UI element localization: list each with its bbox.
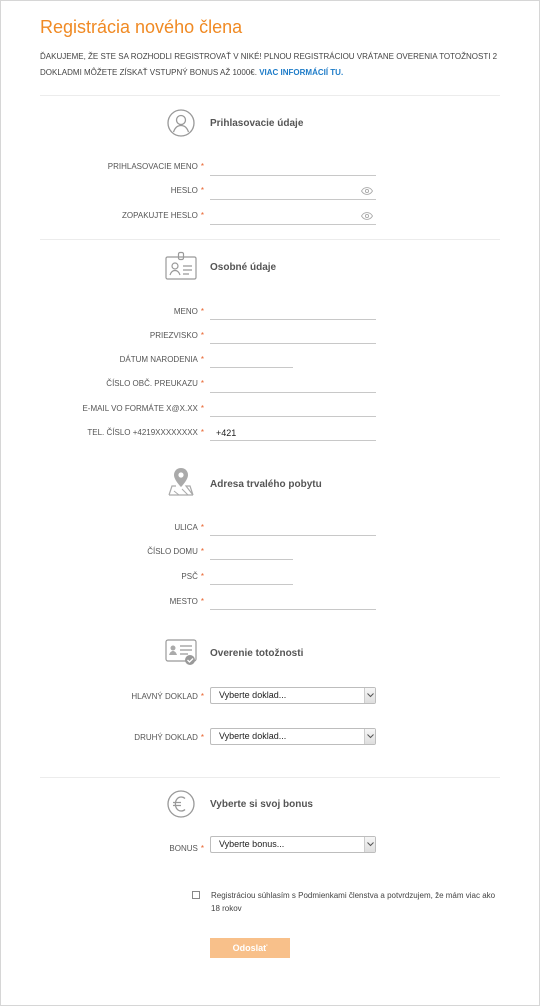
house-number-input[interactable] xyxy=(210,544,293,560)
required-mark: * xyxy=(200,523,204,532)
address-section-header xyxy=(165,465,197,497)
required-mark: * xyxy=(200,844,204,853)
zip-input[interactable] xyxy=(210,569,293,585)
bonus-section-header xyxy=(165,788,197,820)
required-mark: * xyxy=(200,428,204,437)
submit-button[interactable]: Odoslať xyxy=(210,938,290,958)
required-mark: * xyxy=(200,572,204,581)
intro-text xyxy=(40,49,510,81)
map-pin-icon xyxy=(165,465,197,497)
id-badge-icon xyxy=(165,251,197,283)
secondary-doc-label xyxy=(134,733,204,742)
password-label xyxy=(171,186,204,195)
bonus-label-text: BONUS xyxy=(169,844,198,853)
password-repeat-input[interactable] xyxy=(210,209,376,225)
login-section-header xyxy=(165,107,197,139)
login-section-title: Prihlasovacie údaje xyxy=(210,118,304,129)
username-label xyxy=(108,162,204,171)
personal-section-header xyxy=(165,251,197,283)
chevron-down-icon xyxy=(364,837,375,852)
birth-date-label-text: DÁTUM NARODENIA xyxy=(119,355,198,364)
user-icon xyxy=(165,107,197,139)
intro-body: ĎAKUJEME, ŽE STE SA ROZHODLI REGISTROVAŤ V NIKÉ! PLNOU REGISTRÁCIOU VRÁTANE OVERENIA TOTOŽNOSTI 2 DOKLADMI MÔŽETE ZÍSKAŤ VSTUPNÝ BONUS AŽ 1000€. xyxy=(40,52,498,77)
address-section-title: Adresa trvalého pobytu xyxy=(210,479,322,490)
first-name-input[interactable] xyxy=(210,304,376,320)
birth-date-label xyxy=(120,355,204,364)
more-info-link[interactable]: VIAC INFORMÁCIÍ TU. xyxy=(259,68,344,77)
primary-doc-select-value: Vyberte doklad... xyxy=(219,690,287,700)
bonus-label xyxy=(169,844,204,853)
email-input[interactable] xyxy=(210,401,376,417)
primary-doc-label xyxy=(131,692,204,701)
required-mark: * xyxy=(200,162,204,171)
id-card-label-text: ČÍSLO OBČ. PREUKAZU xyxy=(106,379,198,388)
required-mark: * xyxy=(200,733,204,742)
required-mark: * xyxy=(200,331,204,340)
primary-doc-select[interactable] xyxy=(210,687,376,704)
bonus-select-value: Vyberte bonus... xyxy=(219,839,285,849)
divider xyxy=(40,777,500,778)
verification-section-header xyxy=(165,636,197,668)
verification-section-title: Overenie totožnosti xyxy=(210,648,304,659)
required-mark: * xyxy=(200,211,204,220)
chevron-down-icon xyxy=(364,688,375,703)
primary-doc-label-text: HLAVNÝ DOKLAD xyxy=(131,692,198,701)
consent-text: Registráciou súhlasím s Podmienkami členstva a potvrdzujem, že mám viac ako 18 rokov xyxy=(211,891,496,913)
phone-label xyxy=(87,428,204,437)
bonus-select[interactable] xyxy=(210,836,376,853)
id-card-input[interactable] xyxy=(210,377,376,393)
consent-checkbox[interactable] xyxy=(192,891,200,899)
street-label-text: ULICA xyxy=(174,523,198,532)
bonus-section-title: Vyberte si svoj bonus xyxy=(210,799,313,810)
required-mark: * xyxy=(200,307,204,316)
chevron-down-icon xyxy=(364,729,375,744)
username-label-text: PRIHLASOVACIE MENO xyxy=(107,162,198,171)
password-label-text: HESLO xyxy=(170,186,198,195)
show-password-eye-icon[interactable] xyxy=(361,187,373,195)
required-mark: * xyxy=(200,597,204,606)
house-number-label-text: ČÍSLO DOMU xyxy=(147,547,198,556)
zip-label-text: PSČ xyxy=(181,572,198,581)
show-password-repeat-eye-icon[interactable] xyxy=(361,212,373,220)
required-mark: * xyxy=(200,379,204,388)
password-repeat-label-text: ZOPAKUJTE HESLO xyxy=(122,211,198,220)
first-name-label-text: MENO xyxy=(173,307,198,316)
id-card-verified-icon xyxy=(165,636,197,668)
city-label-text: MESTO xyxy=(169,597,198,606)
zip-label xyxy=(181,572,204,581)
required-mark: * xyxy=(200,355,204,364)
page-title: Registrácia nového člena xyxy=(40,17,243,37)
required-mark: * xyxy=(200,547,204,556)
last-name-label-text: PRIEZVISKO xyxy=(149,331,198,340)
secondary-doc-label-text: DRUHÝ DOKLAD xyxy=(134,733,198,742)
city-input[interactable] xyxy=(210,594,376,610)
phone-label-text: TEL. ČÍSLO +4219XXXXXXXX xyxy=(87,428,198,437)
street-input[interactable] xyxy=(210,520,376,536)
email-label xyxy=(82,404,204,413)
euro-icon xyxy=(165,788,197,820)
required-mark: * xyxy=(200,186,204,195)
street-label xyxy=(174,523,204,532)
divider xyxy=(40,95,500,96)
email-label-text: E-MAIL VO FORMÁTE X@X.XX xyxy=(82,404,198,413)
personal-section-title: Osobné údaje xyxy=(210,262,277,273)
last-name-label xyxy=(150,331,204,340)
secondary-doc-select-value: Vyberte doklad... xyxy=(219,731,287,741)
house-number-label xyxy=(147,547,204,556)
username-input[interactable] xyxy=(210,160,376,176)
id-card-label xyxy=(106,379,204,388)
last-name-input[interactable] xyxy=(210,328,376,344)
first-name-label xyxy=(174,307,204,316)
phone-input[interactable] xyxy=(210,425,376,441)
password-repeat-label xyxy=(122,211,204,220)
required-mark: * xyxy=(200,692,204,701)
secondary-doc-select[interactable] xyxy=(210,728,376,745)
birth-date-input[interactable] xyxy=(210,352,293,368)
password-input[interactable] xyxy=(210,184,376,200)
required-mark: * xyxy=(200,404,204,413)
divider xyxy=(40,239,500,240)
city-label xyxy=(170,597,204,606)
